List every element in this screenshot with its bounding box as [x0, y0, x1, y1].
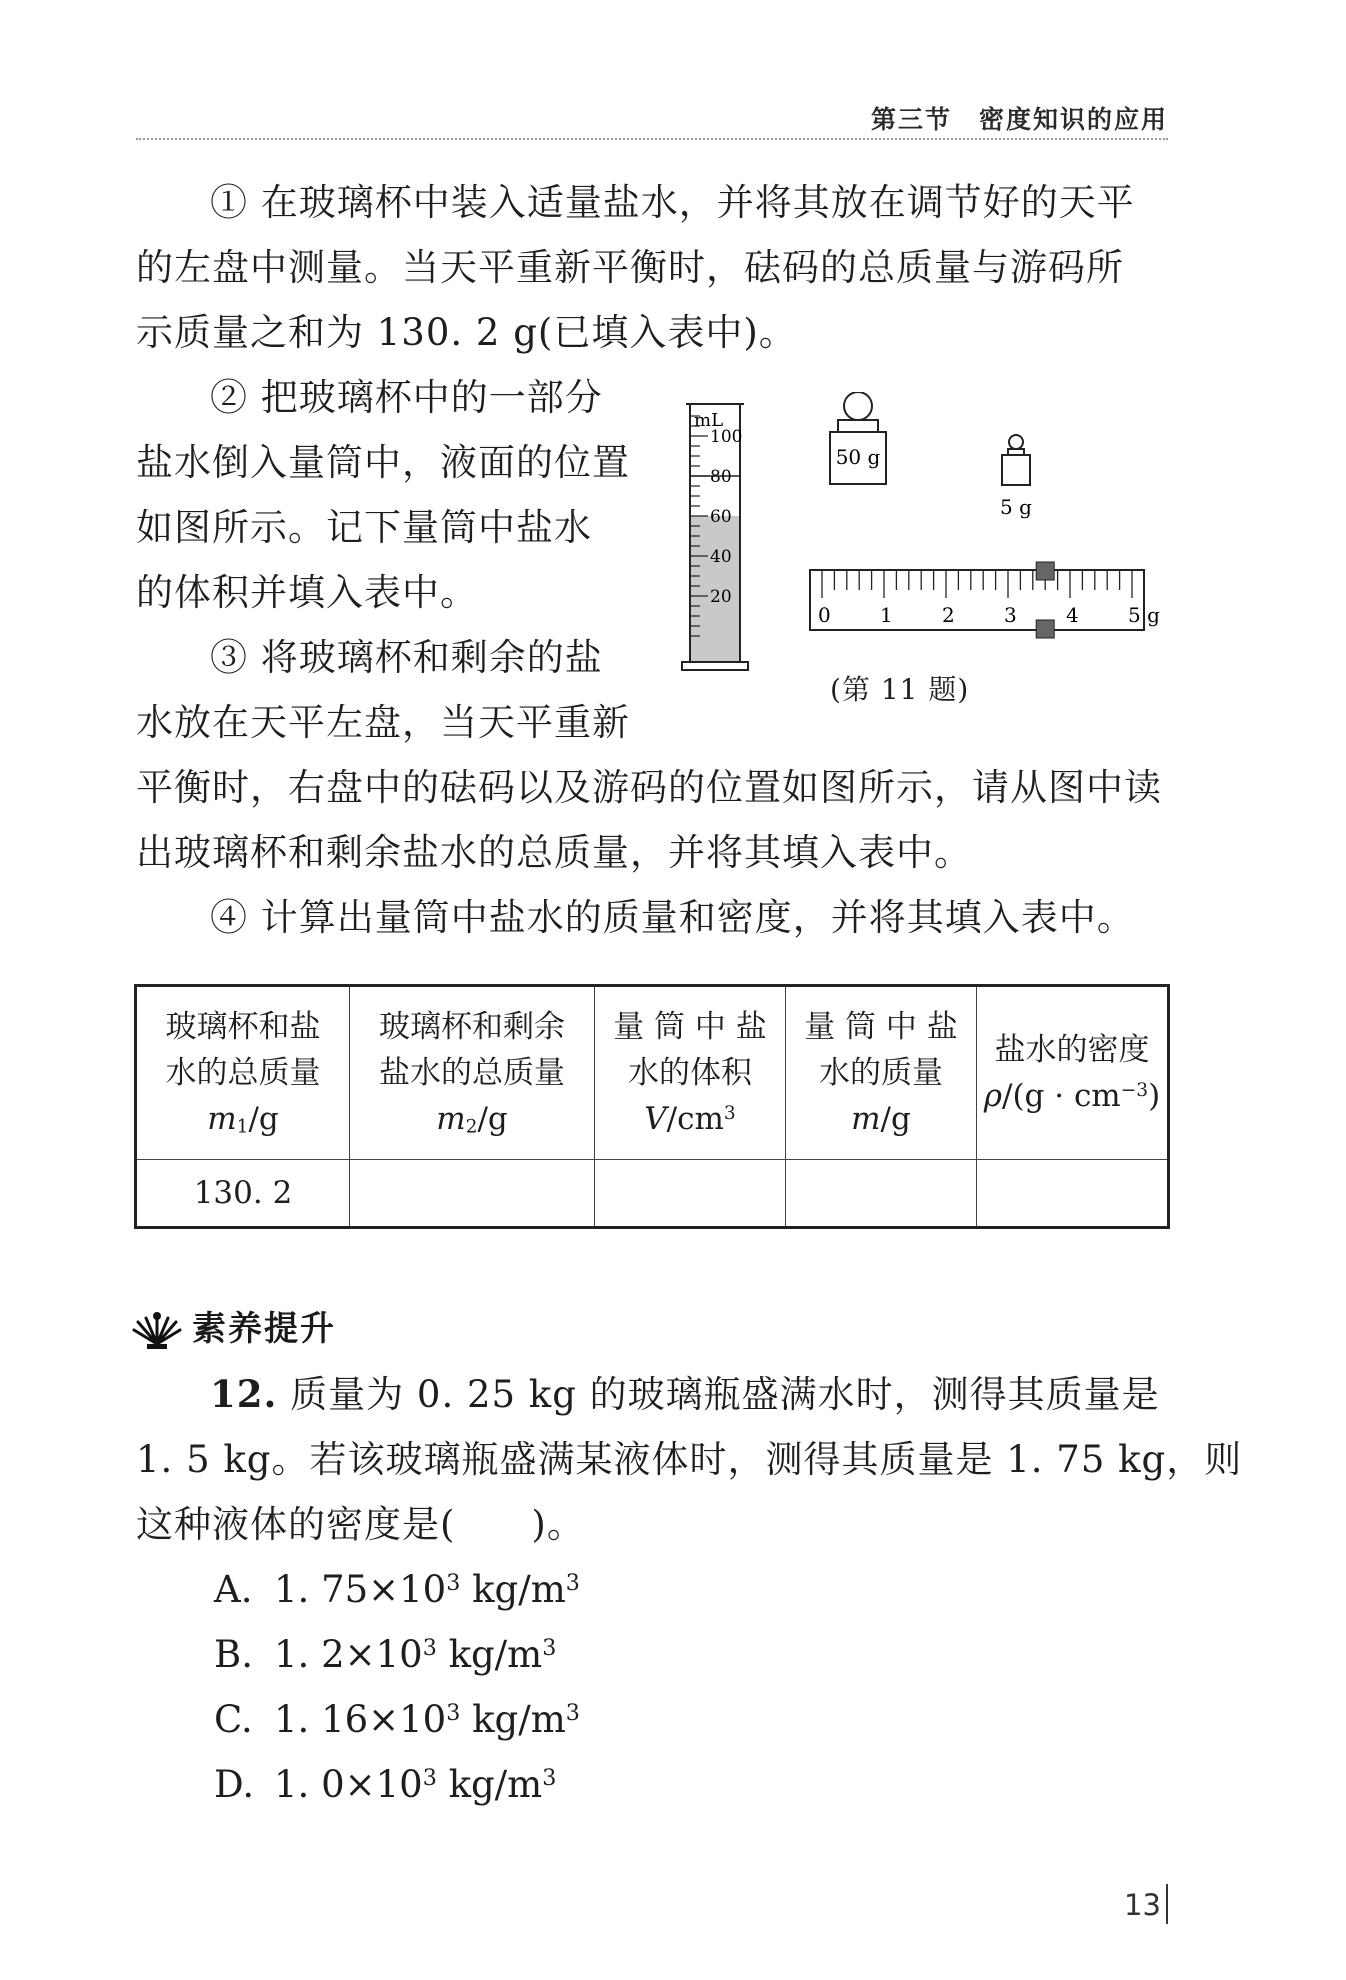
step-3-line-1: ③ 将玻璃杯和剩余的盐	[210, 636, 603, 679]
table-cell-m2	[350, 1160, 595, 1228]
step-3-line-2: 水放在天平左盘，当天平重新	[136, 701, 630, 744]
table-header-cell: 玻璃杯和剩余 盐水的总质量 $m_2/g$	[350, 986, 595, 1160]
section-heading	[132, 1298, 336, 1352]
figure-caption: (第 11 题)	[830, 673, 970, 706]
option-a[interactable]: A. 1. $75\times 10^3$ $kg/m^3$	[214, 1568, 580, 1611]
weight-5g	[1000, 435, 1032, 519]
cylinder-mark-label: 80	[710, 467, 732, 487]
table-cell-density	[977, 1160, 1169, 1228]
cylinder-mark-label: 40	[710, 547, 732, 567]
rider-bottom	[1036, 620, 1054, 638]
weight-5g-label: 5 g	[1000, 495, 1032, 519]
ruler-label: 1	[880, 603, 893, 627]
ruler-label: 5 g	[1128, 603, 1160, 627]
page-number: 13	[1124, 1888, 1161, 1922]
ruler-label: 4	[1066, 603, 1079, 627]
question-12-line-2: 1. 5 kg。若该玻璃瓶盛满某液体时，测得其质量是 1. 75 kg，则	[136, 1438, 1243, 1481]
table-row	[136, 1160, 1169, 1228]
step-1-line-3: 示质量之和为 130. 2 g(已填入表中)。	[136, 311, 797, 354]
step-2-line-4: 的体积并填入表中。	[136, 571, 478, 614]
page-header	[136, 100, 1168, 140]
question-number: 12.	[210, 1372, 278, 1416]
step-1-line-2: 的左盘中测量。当天平重新平衡时，砝码的总质量与游码所	[136, 246, 1124, 289]
question-12-line-1: 12. 质量为 0. 25 kg 的玻璃瓶盛满水时，测得其质量是	[210, 1372, 1160, 1416]
ruler-label: 0	[818, 603, 831, 627]
rider-top	[1036, 562, 1054, 580]
table-header-cell: 量 筒 中 盐 水的体积 $V/cm^3$	[595, 986, 786, 1160]
table-header-cell: 玻璃杯和盐 水的总质量 $m_1/g$	[136, 986, 350, 1160]
step-2-line-1: ② 把玻璃杯中的一部分	[210, 376, 603, 419]
measurement-table	[134, 984, 1170, 1229]
table-cell-volume	[595, 1160, 786, 1228]
section-title: 素养提升	[192, 1308, 336, 1349]
weight-50g-label: 50 g	[835, 445, 881, 469]
table-header-cell: 量 筒 中 盐 水的质量 m/g	[786, 986, 977, 1160]
question-12-line-3: 这种液体的密度是( )。	[136, 1503, 585, 1546]
step-3-line-4: 出玻璃杯和剩余盐水的总质量，并将其填入表中。	[136, 831, 972, 874]
step-3-line-3: 平衡时，右盘中的砝码以及游码的位置如图所示，请从图中读	[136, 766, 1162, 809]
cylinder-base	[682, 662, 748, 670]
table-header-cell: 盐水的密度 $\rho/(g \cdot cm^{-3})$	[977, 986, 1169, 1160]
ruler-label: 3	[1004, 603, 1017, 627]
table-cell-mass	[786, 1160, 977, 1228]
cylinder-mark-label: 20	[710, 587, 732, 607]
cylinder-unit-label: mL	[694, 410, 724, 431]
graduated-cylinder	[682, 404, 748, 670]
balance-rider-ruler	[810, 562, 1160, 638]
page-number-bar	[1166, 1884, 1168, 1924]
option-b[interactable]: B. 1. $2\times 10^3$ $kg/m^3$	[214, 1633, 557, 1676]
table-header-row	[136, 986, 1169, 1160]
flame-icon	[132, 1300, 182, 1350]
weight-50g	[830, 392, 886, 484]
option-d[interactable]: D. 1. $0\times 10^3$ $kg/m^3$	[214, 1763, 557, 1806]
ruler-label: 2	[942, 603, 955, 627]
step-2-line-2: 盐水倒入量筒中，液面的位置	[136, 441, 630, 484]
table-cell-m1: 130. 2	[136, 1160, 350, 1228]
step-4-line-1: ④ 计算出量筒中盐水的质量和密度，并将其填入表中。	[210, 896, 1135, 939]
cylinder-mark-label: 60	[710, 507, 732, 527]
option-c[interactable]: C. 1. $16\times 10^3$ $kg/m^3$	[214, 1698, 580, 1741]
step-2-line-3: 如图所示。记下量筒中盐水	[136, 506, 592, 549]
section-header-title: 第三节 密度知识的应用	[870, 105, 1168, 134]
step-1-line-1: ① 在玻璃杯中装入适量盐水，并将其放在调节好的天平	[210, 181, 1135, 224]
cylinder-mark-label: 100	[710, 427, 743, 447]
